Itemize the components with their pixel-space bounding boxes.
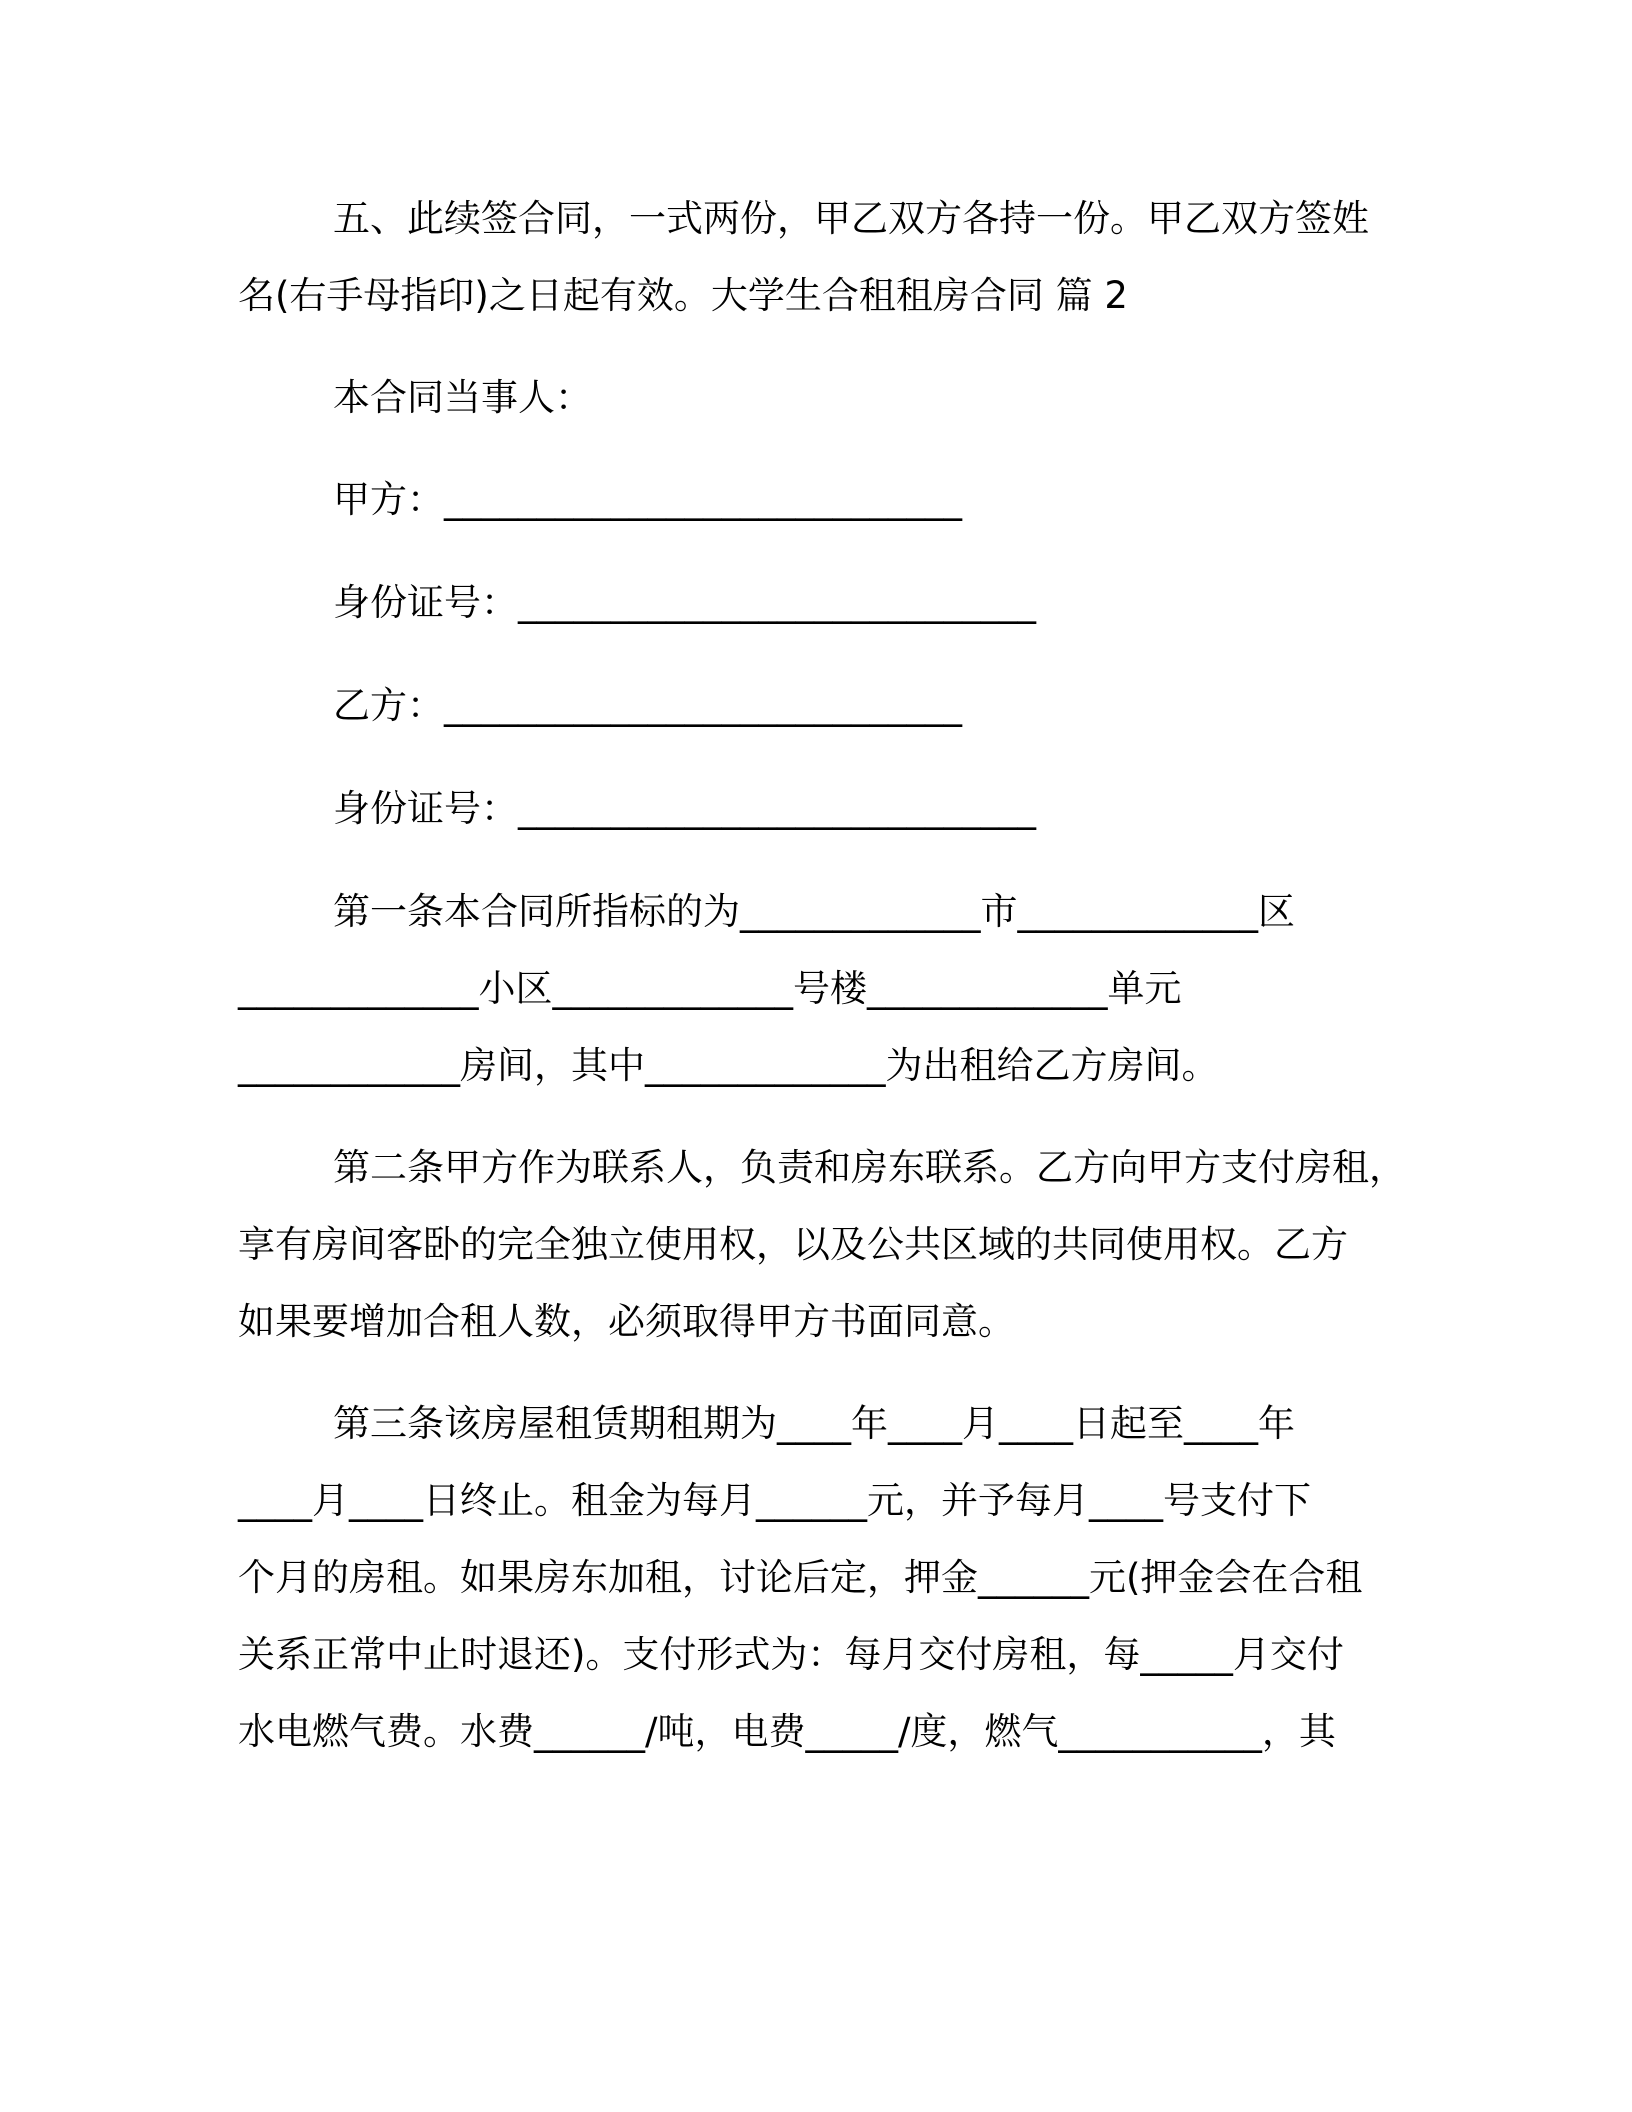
article-one-line-2: _____________小区_____________号楼_____________单元 [238,967,1182,1010]
party-a-id-field: 身份证号：____________________________ [333,581,1036,624]
article-three-line-1: 第三条该房屋租赁期租期为____年____月____日起至____年 [333,1402,1295,1445]
article-two-line-2: 享有房间客卧的完全独立使用权，以及公共区域的共同使用权。乙方 [238,1223,1348,1266]
clause-five-line-1: 五、此续签合同，一式两份，甲乙双方各持一份。甲乙双方签姓 [333,197,1369,240]
article-three-line-5: 水电燃气费。水费______/吨，电费_____/度，燃气___________，其 [238,1710,1336,1753]
article-three-line-4: 关系正常中止时退还)。支付形式为：每月交付房租，每_____月交付 [238,1633,1344,1676]
article-two-line-3: 如果要增加合租人数，必须取得甲方书面同意。 [238,1300,1015,1343]
party-a-field: 甲方：____________________________ [333,478,962,521]
party-b-field: 乙方：____________________________ [333,684,962,727]
parties-heading: 本合同当事人： [333,376,592,419]
article-three-line-2: ____月____日终止。租金为每月______元，并予每月____号支付下 [238,1479,1311,1522]
article-one-line-1: 第一条本合同所指标的为_____________市_____________区 [333,890,1295,933]
clause-five-line-2: 名(右手母指印)之日起有效。大学生合租租房合同 篇 2 [238,274,1128,317]
article-two-line-1: 第二条甲方作为联系人，负责和房东联系。乙方向甲方支付房租， [333,1146,1406,1189]
article-one-line-3: ____________房间，其中_____________为出租给乙方房间。 [238,1044,1219,1087]
party-b-id-field: 身份证号：____________________________ [333,787,1036,830]
article-three-line-3: 个月的房租。如果房东加租，讨论后定，押金______元(押金会在合租 [238,1556,1363,1599]
